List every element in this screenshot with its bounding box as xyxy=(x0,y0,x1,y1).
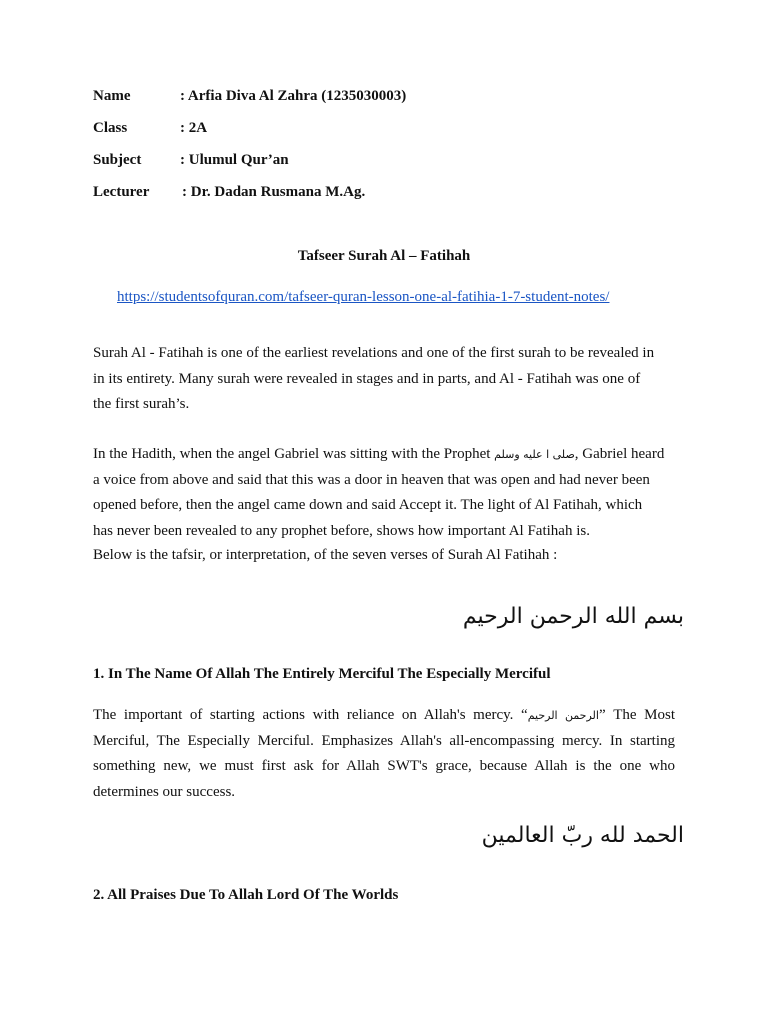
verse1-text: The important of starting actions with reliance on Allah's mercy. “ xyxy=(93,707,528,723)
hadith-line: Below is the tafsir, or interpretation, of the seven verses of Surah Al Fatihah : xyxy=(93,547,558,563)
verse2-arabic: الحمد لله ربّ العالمين xyxy=(481,823,684,848)
name-label: Name xyxy=(93,88,131,104)
verse1-arabic: بسم الله الرحمن الرحيم xyxy=(462,604,684,629)
verse1-inline-arabic: الرحمن الرحيم xyxy=(527,709,599,722)
intro-line: the first surah’s. xyxy=(93,396,190,412)
name-value: : Arfia Diva Al Zahra (1235030003) xyxy=(180,88,407,104)
lecturer-label: Lecturer xyxy=(93,184,150,200)
hadith-line xyxy=(93,442,675,468)
hadith-line: has never been revealed to any prophet before, shows how important Al Fatihah is. xyxy=(93,522,590,539)
prophet-salutation-arabic: صلى ا عليه وسلم xyxy=(494,448,575,461)
source-link[interactable]: https://studentsofquran.com/tafseer-quran-lesson-one-al-fatihia-1-7-student-notes/ xyxy=(117,289,610,305)
verse2-heading: 2. All Praises Due To Allah Lord Of The Worlds xyxy=(93,887,399,903)
hadith-line: a voice from above and said that this was a door in heaven that was open and had never been xyxy=(93,471,650,488)
verse1-paragraph xyxy=(93,703,675,805)
hadith-text: , Gabriel heard xyxy=(574,446,665,462)
verse1-heading: 1. In The Name Of Allah The Entirely Merciful The Especially Merciful xyxy=(93,666,551,682)
class-label: Class xyxy=(93,120,128,136)
hadith-line: opened before, then the angel came down and said Accept it. The light of Al Fatihah, which xyxy=(93,497,643,513)
hadith-text: In the Hadith, when the angel Gabriel was sitting with the Prophet xyxy=(93,446,495,462)
verse1-text: ” The Most xyxy=(598,707,675,723)
verse1-line: something new, we must first ask for Allah SWT's grace, because Allah is the one who xyxy=(93,758,675,774)
hadith-paragraph xyxy=(93,442,675,566)
document-title: Tafseer Surah Al – Fatihah xyxy=(297,248,471,264)
intro-line: in its entirety. Many surah were revealed in stages and in parts, and Al - Fatihah was one of xyxy=(93,370,641,387)
verse1-line: Merciful, The Especially Merciful. Emphasizes Allah's all-encompassing mercy. In starting xyxy=(93,732,675,749)
intro-paragraph xyxy=(93,341,675,418)
intro-line: Surah Al - Fatihah is one of the earliest revelations and one of the first surah to be revealed in xyxy=(93,345,655,361)
subject-value: : Ulumul Qur’an xyxy=(180,152,289,168)
lecturer-value: : Dr. Dadan Rusmana M.Ag. xyxy=(182,184,366,200)
class-value: : 2A xyxy=(180,120,208,136)
subject-label: Subject xyxy=(93,152,142,168)
verse1-line xyxy=(93,703,675,729)
verse1-line: determines our success. xyxy=(93,783,236,800)
